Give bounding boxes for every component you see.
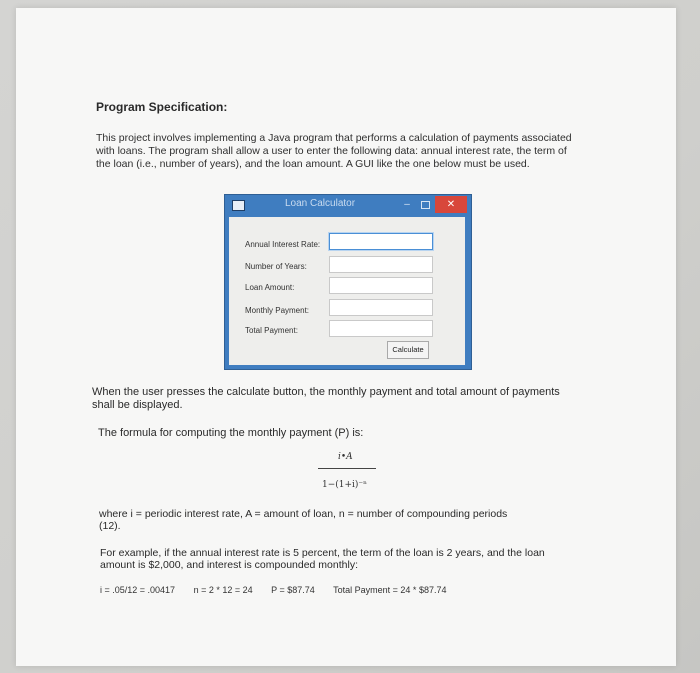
app-window-icon [232,200,245,211]
window-title: Loan Calculator [285,198,356,209]
number-of-years-input[interactable] [329,256,433,273]
window-client-area [229,217,465,365]
annual-interest-rate-input[interactable] [329,233,433,250]
example-values [100,585,462,595]
formula-numerator: i•A [338,452,353,462]
loan-calculator-window [224,194,472,370]
close-button[interactable]: ✕ [435,196,467,213]
formula-intro: The formula for computing the monthly payment (P) is: [98,427,364,439]
example-i: i = .05/12 = .00417 [100,585,176,595]
number-of-years-label: Number of Years: [245,262,307,271]
after-gui-paragraph: When the user presses the calculate button, the monthly payment and total amount of payments shall be displayed. [92,386,560,411]
monthly-payment-label: Monthly Payment: [245,306,310,315]
window-titlebar[interactable] [225,195,471,215]
example-total: Total Payment = 24 * $87.74 [333,585,447,595]
loan-amount-input[interactable] [329,277,433,294]
total-payment-output[interactable] [329,320,433,337]
intro-paragraph: This project involves implementing a Java program that performs a calculation of payments associated with loans. The program shall allow a user to enter the following data: annual interest rate, the term of the loan (i.e., number of years), and the loan amount. A GUI like the one below must be used. [96,132,572,170]
calculate-button[interactable]: Calculate [387,341,429,359]
page-heading: Program Specification: [96,100,228,114]
example-n: n = 2 * 12 = 24 [193,585,253,595]
minimize-button[interactable]: – [404,199,410,210]
formula-denominator: 1−(1+i)⁻ⁿ [322,480,368,490]
annual-interest-rate-label: Annual Interest Rate: [245,240,321,249]
where-paragraph: where i = periodic interest rate, A = amount of loan, n = number of compounding periods (12). [99,508,508,532]
monthly-payment-output[interactable] [329,299,433,316]
payment-formula [318,452,378,502]
formula-fraction-bar [318,468,376,469]
loan-amount-label: Loan Amount: [245,283,295,292]
example-paragraph: For example, if the annual interest rate is 5 percent, the term of the loan is 2 years, and the loan amount is $2,000, and interest is compounded monthly: [100,547,545,571]
example-p: P = $87.74 [271,585,315,595]
maximize-button[interactable] [421,201,430,209]
total-payment-label: Total Payment: [245,326,298,335]
